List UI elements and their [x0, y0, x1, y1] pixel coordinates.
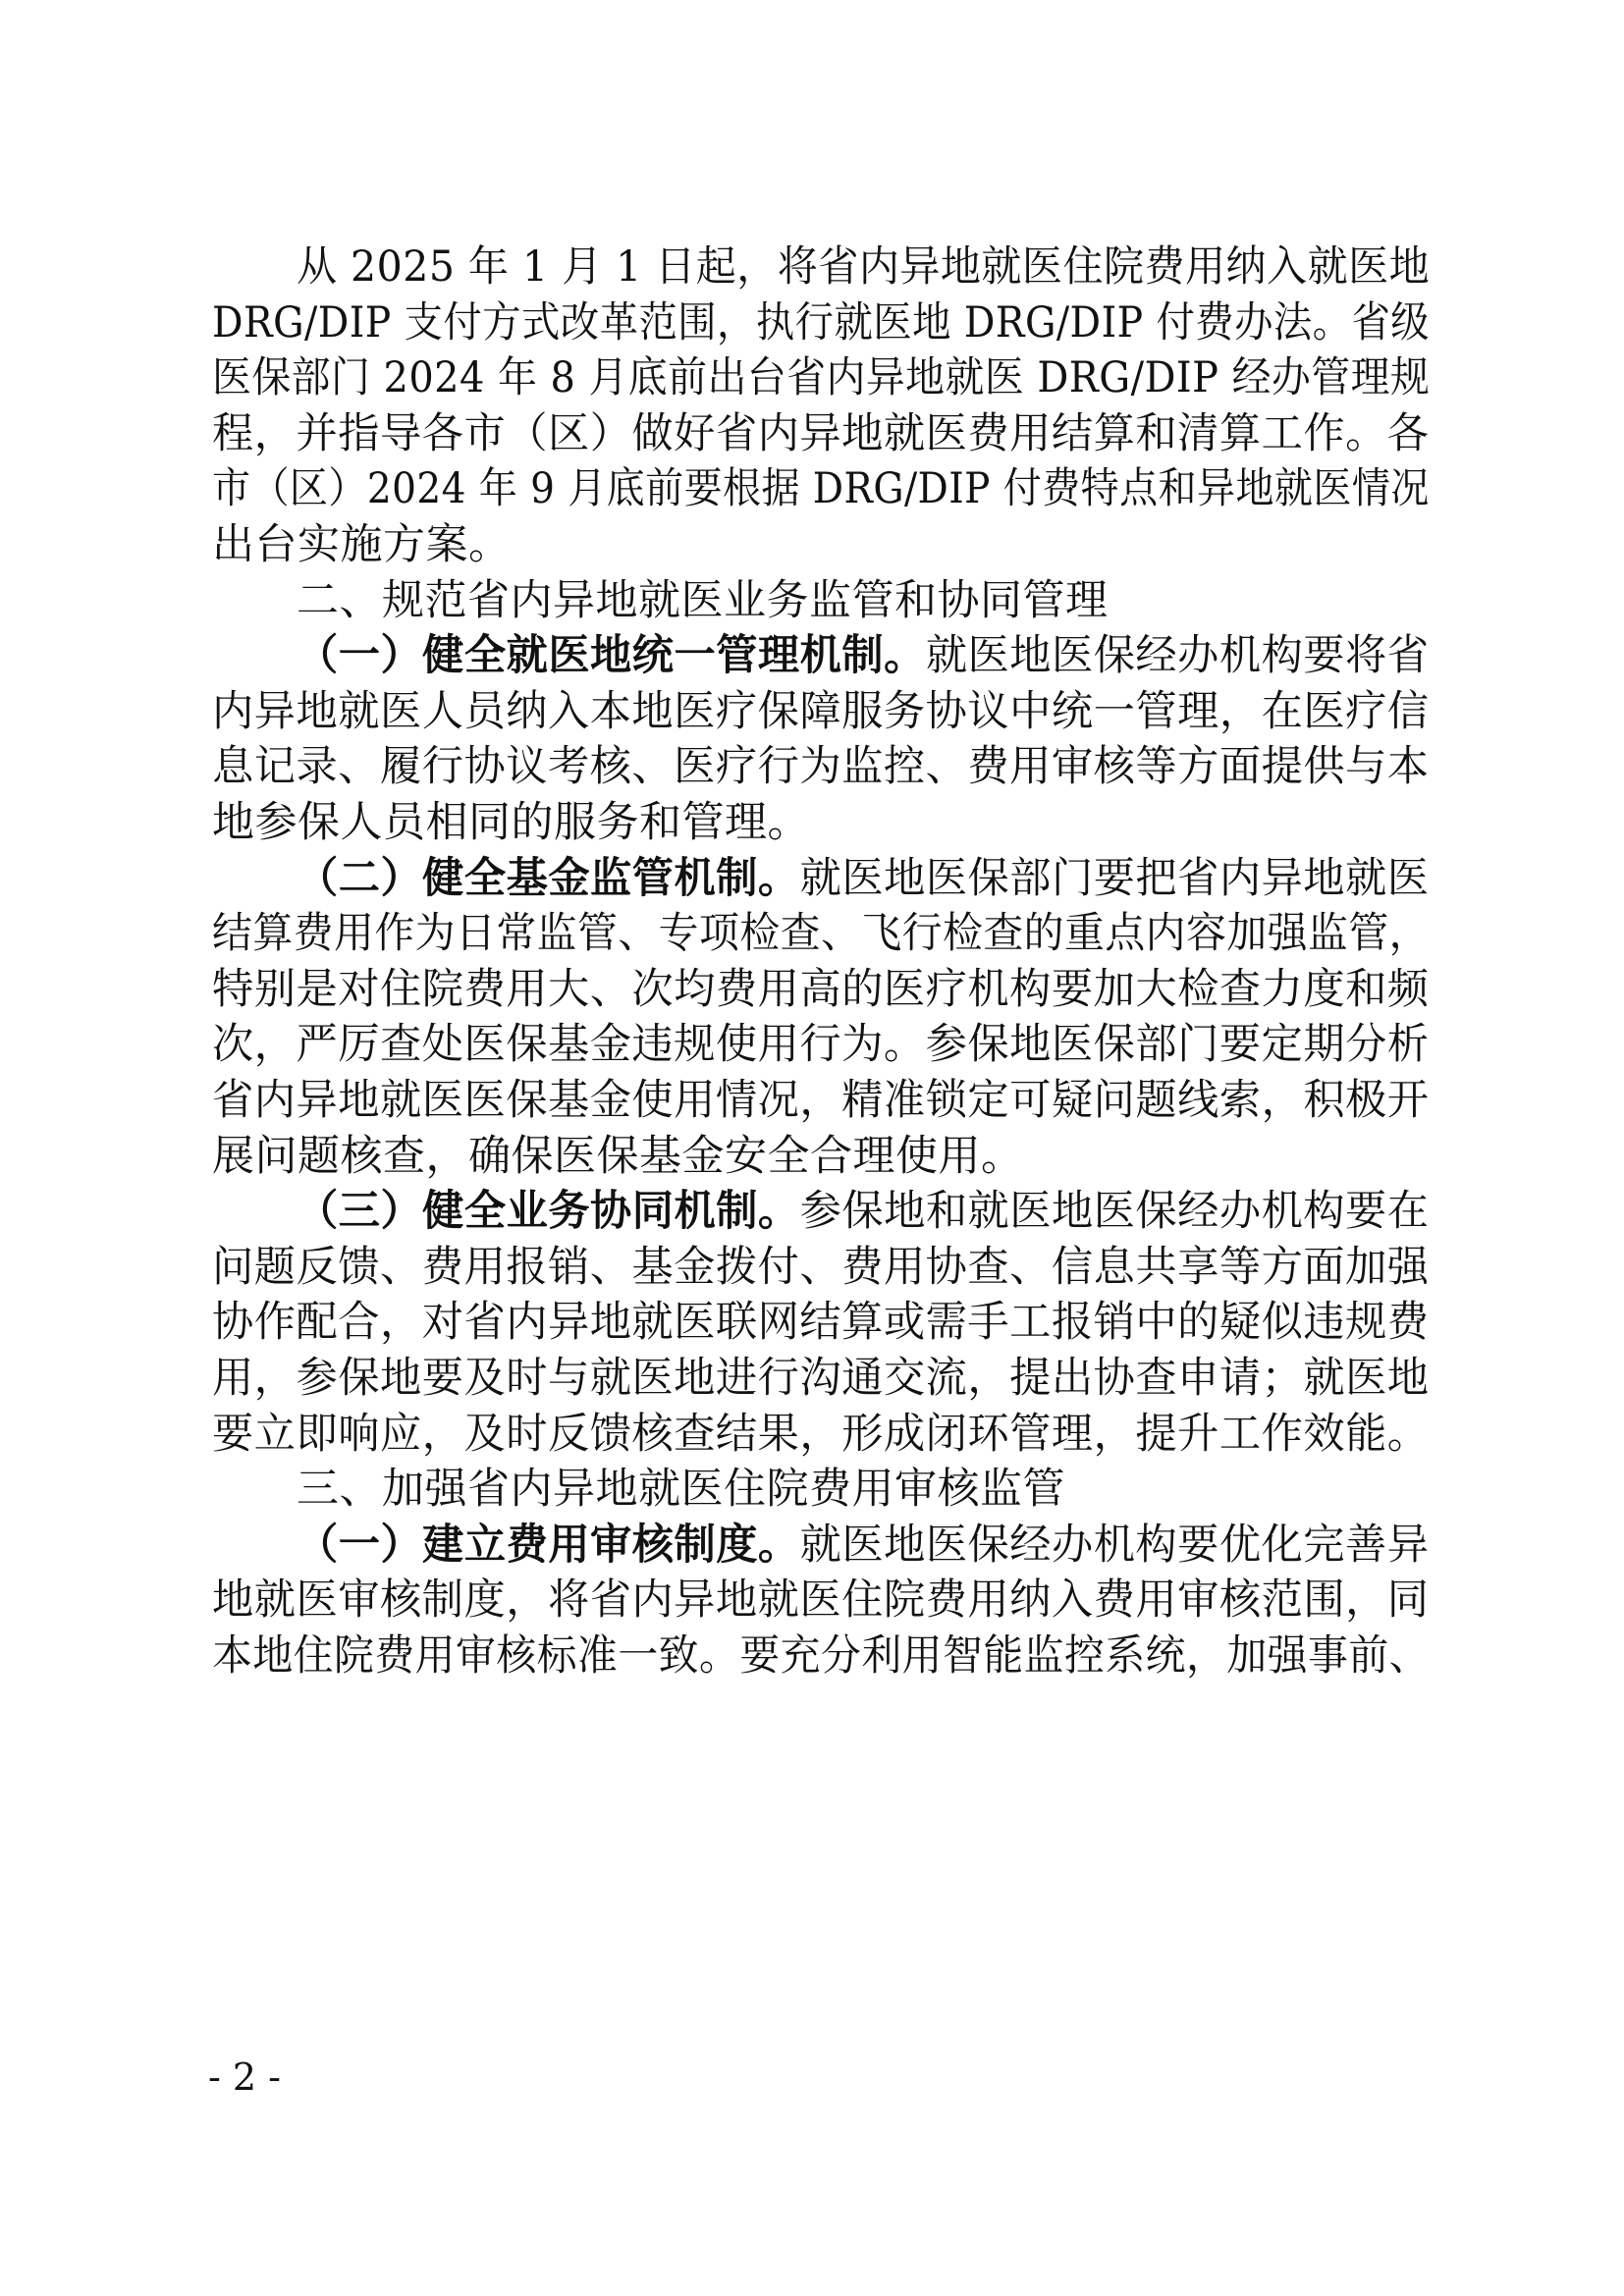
body-text: 息记录、履行协议考核、医疗行为监控、费用审核等方面提供与本 [212, 742, 1430, 791]
paragraph-line [212, 1629, 1431, 1683]
paragraph-line [297, 1184, 1430, 1239]
body-text: 地参保人员相同的服务和管理。 [212, 798, 810, 847]
paragraph-line [212, 1017, 1430, 1072]
subsection-title: （一）建立费用审核制度。 [297, 1521, 800, 1570]
paragraph-line [212, 517, 1430, 572]
paragraph-line [212, 350, 1431, 405]
body-text: 协作配合，对省内异地就医联网结算或需手工报销中的疑似违规费 [212, 1298, 1430, 1347]
body-text: 地就医审核制度，将省内异地就医住院费用纳入费用审核范围，同 [212, 1575, 1430, 1625]
section-heading [297, 1462, 1430, 1517]
subsection-title: （二）健全基金监管机制。 [297, 854, 800, 903]
body-text: 医保部门 2024 年 8 月底前出台省内异地就医 DRG/DIP 经办管理规 [212, 353, 1431, 402]
paragraph-line [297, 851, 1430, 906]
body-text: 从 2025 年 1 月 1 日起，将省内异地就医住院费用纳入就医地 [297, 242, 1431, 292]
paragraph-line [212, 962, 1430, 1017]
paragraph-line [212, 684, 1430, 739]
paragraph-line [212, 1073, 1430, 1128]
paragraph-line [212, 906, 1431, 961]
body-text: 问题反馈、费用报销、基金拨付、费用协查、信息共享等方面加强 [212, 1243, 1430, 1292]
body-text: 结算费用作为日常监管、专项检查、飞行检查的重点内容加强监管， [212, 909, 1431, 958]
body-text: 市（区）2024 年 9 月底前要根据 DRG/DIP 付费特点和异地就医情况 [212, 464, 1430, 513]
body-text: 展问题核查，确保医保基金安全合理使用。 [212, 1132, 1024, 1181]
body-text: 就医地医保经办机构要将省 [925, 631, 1430, 680]
body-text: 省内异地就医医保基金使用情况，精准锁定可疑问题线索，积极开 [212, 1076, 1430, 1125]
body-text: 次，严厉查处医保基金违规使用行为。参保地医保部门要定期分析 [212, 1020, 1430, 1069]
body-text: 出台实施方案。 [212, 520, 512, 569]
body-text: 参保地和就医地医保经办机构要在 [799, 1187, 1430, 1236]
paragraph-line [212, 795, 1430, 850]
paragraph-line [297, 628, 1430, 683]
paragraph-line [212, 295, 1431, 350]
body-text: 要立即响应，及时反馈核查结果，形成闭环管理，提升工作效能。 [212, 1410, 1430, 1459]
section-heading-text: 二、规范省内异地就医业务监管和协同管理 [297, 576, 1109, 625]
body-text: 本地住院费用审核标准一致。要充分利用智能监控系统，加强事前、 [212, 1631, 1431, 1681]
page-number: - 2 - [208, 2056, 282, 2099]
body-text: 特别是对住院费用大、次均费用高的医疗机构要加大检查力度和频 [212, 965, 1430, 1014]
paragraph-line [212, 1407, 1430, 1462]
section-heading-text: 三、加强省内异地就医住院费用审核监管 [297, 1465, 1065, 1514]
body-text: 内异地就医人员纳入本地医疗保障服务协议中统一管理，在医疗信 [212, 687, 1430, 736]
paragraph-line [212, 1295, 1430, 1350]
body-text: 就医地医保经办机构要优化完善异 [799, 1521, 1430, 1570]
body-text: DRG/DIP 支付方式改革范围，执行就医地 DRG/DIP 付费办法。省级 [212, 298, 1431, 347]
paragraph-line [212, 739, 1430, 794]
paragraph-line [212, 1573, 1430, 1628]
body-text: 就医地医保部门要把省内异地就医 [799, 854, 1430, 903]
body-text: 程，并指导各市（区）做好省内异地就医费用结算和清算工作。各 [212, 409, 1430, 458]
subsection-title: （三）健全业务协同机制。 [297, 1187, 800, 1236]
paragraph-line [297, 1518, 1430, 1573]
paragraph-line [212, 1351, 1430, 1406]
paragraph-line [212, 406, 1430, 461]
paragraph-line [212, 461, 1430, 516]
section-heading [297, 573, 1430, 628]
paragraph-line [297, 240, 1431, 294]
body-text: 用，参保地要及时与就医地进行沟通交流，提出协查申请；就医地 [212, 1354, 1430, 1403]
paragraph-line [212, 1129, 1430, 1184]
subsection-title: （一）健全就医地统一管理机制。 [297, 631, 926, 680]
paragraph-line [212, 1240, 1430, 1295]
